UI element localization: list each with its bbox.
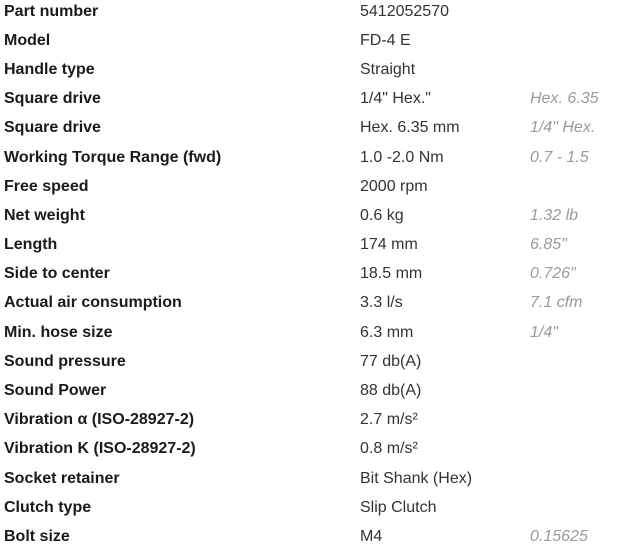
spec-value: Bit Shank (Hex) [360,469,473,487]
spec-value: 174 mm [360,236,418,254]
spec-label: Socket retainer [4,469,120,487]
spec-row [0,493,641,522]
spec-row [0,85,641,114]
spec-label: Vibration α (ISO-28927-2) [4,411,195,429]
spec-value: 88 db(A) [360,382,422,400]
spec-alt-value [526,172,641,201]
spec-row [0,55,641,84]
spec-label: Sound Power [4,382,107,400]
spec-label: Sound pressure [4,352,126,370]
spec-label: Model [4,31,51,49]
spec-label: Handle type [4,60,95,78]
spec-label: Square drive [4,90,101,108]
spec-value: 0.6 kg [360,206,404,224]
spec-row [0,26,641,55]
spec-row [0,231,641,260]
spec-alt-value [526,26,641,55]
spec-value: Hex. 6.35 mm [360,119,460,137]
spec-row [0,289,641,318]
spec-value: Slip Clutch [360,498,437,516]
spec-value: 1/4" Hex." [360,90,431,108]
spec-alt-value: 1/4" Hex. [530,119,596,137]
spec-value: 77 db(A) [360,352,422,370]
spec-label: Clutch type [4,498,92,516]
spec-row [0,172,641,201]
spec-label: Working Torque Range (fwd) [4,148,222,166]
spec-value: 2000 rpm [360,177,428,195]
spec-row [0,318,641,347]
spec-alt-value [526,406,641,435]
spec-alt-value [526,347,641,376]
spec-alt-value: Hex. 6.35 [530,90,599,108]
spec-alt-value [526,464,641,493]
spec-row [0,376,641,405]
spec-alt-value [526,493,641,522]
spec-row [0,464,641,493]
spec-value: 1.0 -2.0 Nm [360,148,444,166]
spec-alt-value: 0.726" [530,265,576,283]
spec-label: Free speed [4,177,89,195]
spec-alt-value: 0.15625 [530,527,588,545]
spec-value: FD-4 E [360,31,411,49]
spec-label: Net weight [4,206,85,224]
spec-row [0,260,641,289]
spec-row [0,114,641,143]
spec-value: 18.5 mm [360,265,423,283]
spec-alt-value [526,435,641,464]
spec-label: Vibration K (ISO-28927-2) [4,440,196,458]
spec-label: Actual air consumption [4,294,182,312]
spec-label: Part number [4,2,99,20]
spec-label: Length [4,236,58,254]
spec-label: Square drive [4,119,101,137]
spec-row [0,143,641,172]
spec-label: Min. hose size [4,323,113,341]
spec-value: M4 [360,527,383,545]
spec-label: Bolt size [4,527,70,545]
spec-row [0,435,641,464]
spec-row [0,406,641,435]
spec-row [0,347,641,376]
spec-value: 6.3 mm [360,323,414,341]
spec-alt-value [526,0,641,26]
spec-alt-value: 7.1 cfm [530,294,583,312]
spec-alt-value: 1.32 lb [530,206,579,224]
spec-alt-value: 1/4" [530,323,558,341]
spec-alt-value: 6.85" [530,236,567,254]
spec-value: 3.3 l/s [360,294,403,312]
spec-row [0,522,641,551]
spec-alt-value [526,55,641,84]
spec-row [0,0,641,26]
spec-label: Side to center [4,265,110,283]
spec-value: 2.7 m/s² [360,411,418,429]
spec-alt-value: 0.7 - 1.5 [530,148,589,166]
spec-alt-value [526,376,641,405]
spec-value: 0.8 m/s² [360,440,418,458]
spec-value: Straight [360,60,416,78]
spec-value: 5412052570 [360,2,449,20]
spec-row [0,201,641,230]
